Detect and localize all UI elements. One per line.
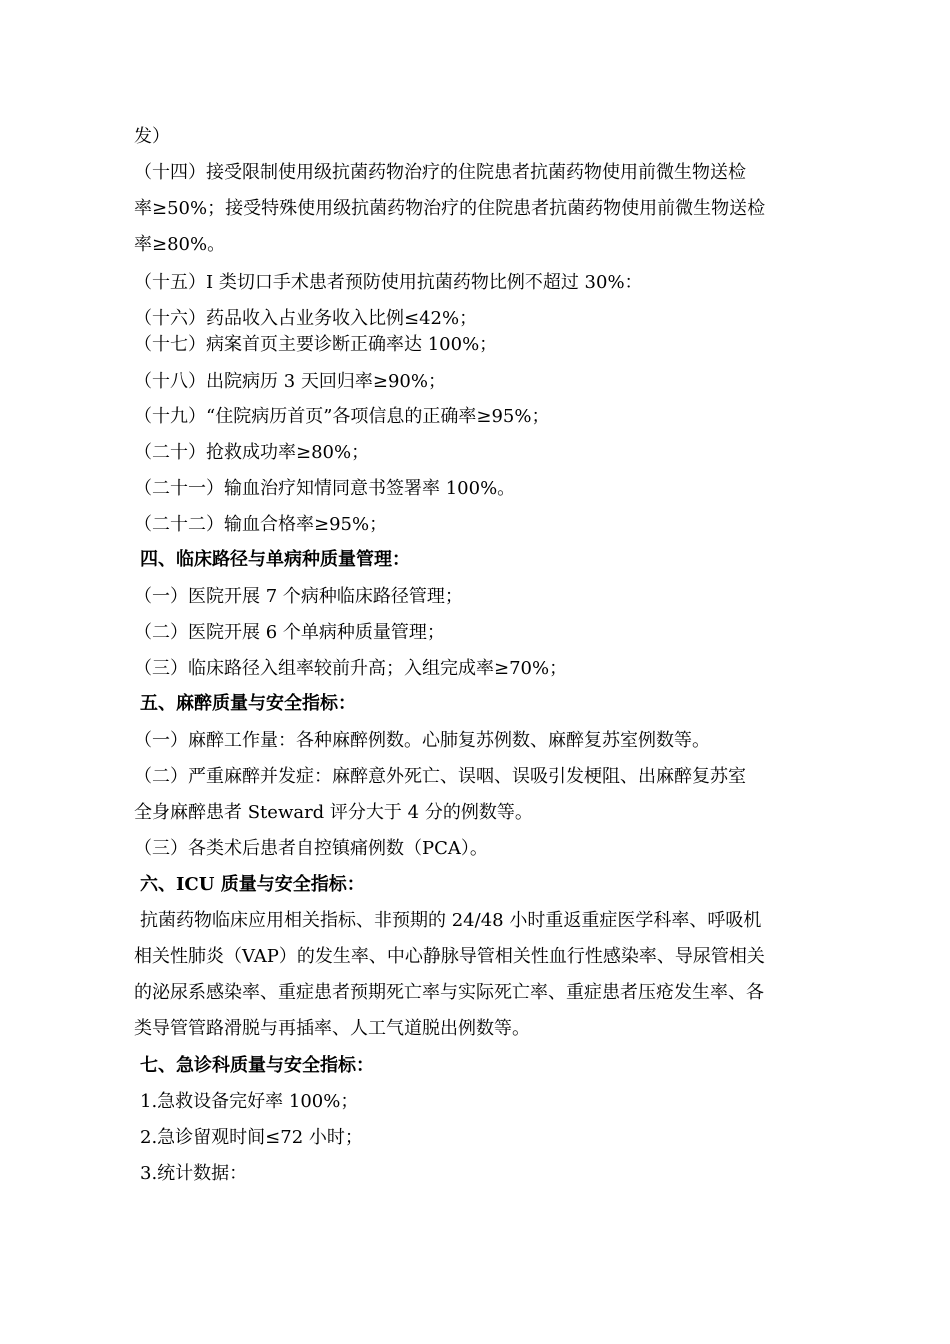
text-line-item-16: （十六）药品收入占业务收入比例≤42%； xyxy=(134,308,478,329)
text-line-icu-1: 抗菌药物临床应用相关指标、非预期的 24/48 小时重返重症医学科率、呼吸机 xyxy=(140,910,762,931)
text-line-pathway-3: （三）临床路径入组率较前升高；入组完成率≥70%； xyxy=(134,658,568,679)
text-line-item-17: （十七）病案首页主要诊断正确率达 100%； xyxy=(134,334,498,355)
text-line-anesthesia-1: （一）麻醉工作量：各种麻醉例数。心肺复苏例数、麻醉复苏室例数等。 xyxy=(134,730,710,751)
text-line-icu-2: 相关性肺炎（VAP）的发生率、中心静脉导管相关性血行性感染率、导尿管相关 xyxy=(134,946,765,967)
text-line-continuation: 发） xyxy=(134,126,170,147)
text-line-item-19: （十九）“住院病历首页”各项信息的正确率≥95%； xyxy=(134,406,550,427)
section-heading-anesthesia: 五、麻醉质量与安全指标： xyxy=(140,693,356,714)
text-line-item-15: （十五）I 类切口手术患者预防使用抗菌药物比例不超过 30%： xyxy=(134,272,643,293)
text-line-emergency-3: 3.统计数据： xyxy=(140,1163,248,1184)
text-line-anesthesia-2: （二）严重麻醉并发症：麻醉意外死亡、误咽、误吸引发梗阻、出麻醉复苏室 xyxy=(134,766,746,787)
text-line-anesthesia-3: （三）各类术后患者自控镇痛例数（PCA）。 xyxy=(134,838,488,859)
text-line-pathway-2: （二）医院开展 6 个单病种质量管理； xyxy=(134,622,445,643)
section-heading-emergency: 七、急诊科质量与安全指标： xyxy=(140,1055,374,1076)
text-line-emergency-2: 2.急诊留观时间≤72 小时； xyxy=(140,1127,363,1148)
text-line-item-14-end: 率≥80%。 xyxy=(134,234,226,255)
text-line-item-20: （二十）抢救成功率≥80%； xyxy=(134,442,370,463)
text-line-item-18: （十八）出院病历 3 天回归率≥90%； xyxy=(134,371,446,392)
text-line-icu-3: 的泌尿系感染率、重症患者预期死亡率与实际死亡率、重症患者压疮发生率、各 xyxy=(134,982,764,1003)
text-line-item-14-cont: 率≥50%；接受特殊使用级抗菌药物治疗的住院患者抗菌药物使用前微生物送检 xyxy=(134,198,766,219)
text-line-item-22: （二十二）输血合格率≥95%； xyxy=(134,514,388,535)
text-line-item-14: （十四）接受限制使用级抗菌药物治疗的住院患者抗菌药物使用前微生物送检 xyxy=(134,162,746,183)
text-line-emergency-1: 1.急救设备完好率 100%； xyxy=(140,1091,359,1112)
text-line-anesthesia-2-cont: 全身麻醉患者 Steward 评分大于 4 分的例数等。 xyxy=(134,802,533,823)
section-heading-clinical-pathway: 四、临床路径与单病种质量管理： xyxy=(140,549,410,570)
text-line-pathway-1: （一）医院开展 7 个病种临床路径管理； xyxy=(134,586,463,607)
text-line-item-21: （二十一）输血治疗知情同意书签署率 100%。 xyxy=(134,478,516,499)
text-line-icu-4: 类导管管路滑脱与再插率、人工气道脱出例数等。 xyxy=(134,1018,530,1039)
section-heading-icu: 六、ICU 质量与安全指标： xyxy=(140,874,365,895)
